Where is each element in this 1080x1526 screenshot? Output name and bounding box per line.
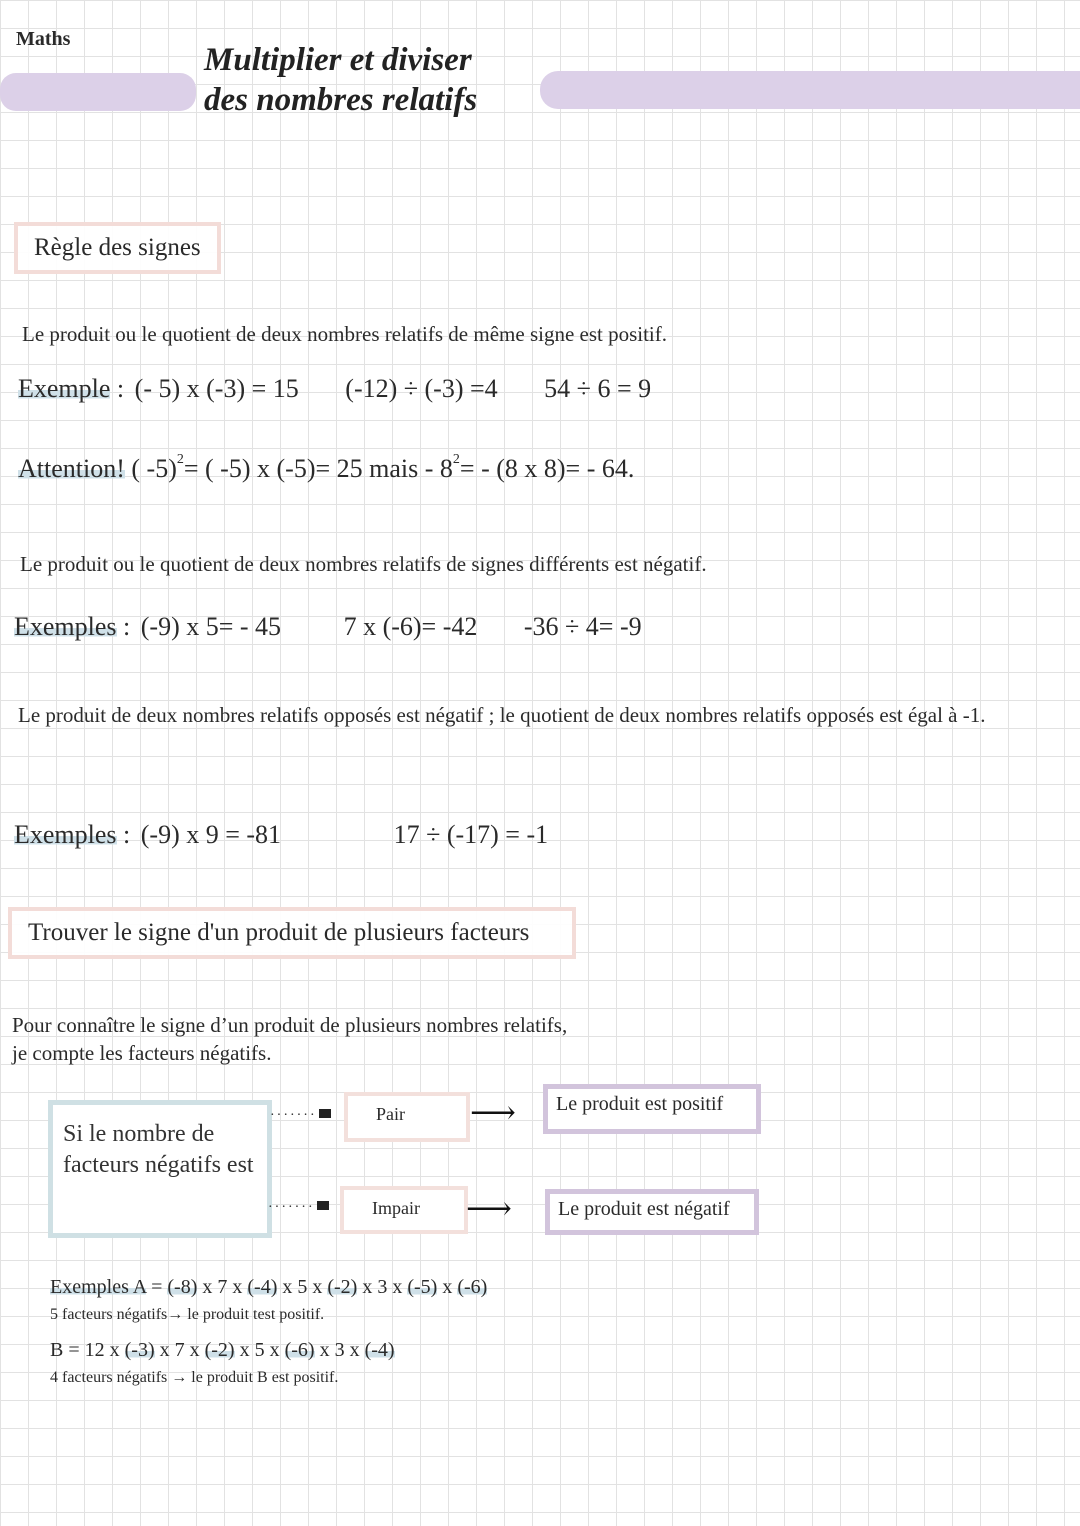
rule-different-sign: Le produit ou le quotient de deux nombres relatifs de signes différents est négatif. — [20, 552, 707, 576]
result-positive-label: Le produit est positif — [556, 1093, 724, 1115]
arrow-right-icon: ⟶ — [470, 1094, 516, 1130]
example-b-note: 4 facteurs négatifs → le produit B est positif. — [50, 1369, 339, 1386]
section-title-product-sign: Trouver le signe d'un produit de plusieurs facteurs — [8, 907, 576, 959]
example-1: (- 5) x (-3) = 15 — [134, 374, 299, 403]
example-2: (-12) ÷ (-3) =4 — [345, 374, 498, 403]
page-title — [204, 40, 477, 120]
examples-opposite-row: Exemples : (-9) x 9 = -81 17 ÷ (-17) = -1 — [14, 820, 549, 849]
arrow-right-icon: ⟶ — [466, 1190, 512, 1226]
attention-row: Attention! ( -5)$^2$= ( -5) x (-5)= 25 mais - $8^2= - (8$ x 8)= - 64. — [18, 452, 635, 483]
title-line-2: des nombres relatifs — [204, 82, 478, 118]
result-negative-label: Le produit est négatif — [558, 1198, 730, 1220]
attention-label: Attention! — [18, 454, 125, 483]
case-even-label: Pair — [376, 1104, 405, 1124]
opp-example-1: (-9) x 9 = -81 — [140, 820, 282, 849]
examples-different-sign-row: Exemples : (-9) x 5= - 45 7 x (-6)= -42 -36 ÷ 4= -9 — [14, 612, 642, 641]
section-title-sign-rules: Règle des signes — [14, 222, 221, 274]
example-3: 54 ÷ 6 = 9 — [544, 374, 652, 403]
example-label: Exemple — [18, 374, 111, 403]
case-odd-label: Impair — [372, 1198, 420, 1218]
example-b-row: B = 12 x (-3) x 7 x (-2) x 5 x (-6) x 3 x (-4) — [50, 1339, 395, 1361]
result-negative-box — [545, 1189, 759, 1235]
result-positive-box — [543, 1084, 761, 1134]
example-a-label: Exemples A — [50, 1276, 147, 1298]
examples-label: Exemples — [14, 612, 117, 641]
case-even-box — [344, 1092, 470, 1142]
dotted-connector-odd: ······· — [268, 1200, 329, 1216]
title-line-1: Multiplier et diviser — [204, 42, 472, 78]
title-band-left — [0, 73, 196, 111]
diff-example-2: 7 x (-6)= -42 — [343, 612, 478, 641]
diff-example-1: (-9) x 5= - 45 — [140, 612, 282, 641]
examples-label-opposite: Exemples — [14, 820, 117, 849]
example-a-note: 5 facteurs négatifs→ le produit test positif. — [50, 1306, 325, 1323]
opp-example-2: 17 ÷ (-17) = -1 — [393, 820, 549, 849]
example-a-row: Exemples A = (-8) x 7 x (-4) x 5 x (-2) x 3 x (-5) x (-6) — [50, 1276, 488, 1298]
subject-label: Maths — [16, 28, 71, 50]
case-odd-box — [340, 1186, 468, 1234]
rule-opposite: Le produit de deux nombres relatifs opposés est négatif ; le quotient de deux nombres relatifs opposés est égal à -1. — [18, 703, 986, 727]
rule-same-sign: Le produit ou le quotient de deux nombres relatifs de même signe est positif. — [22, 322, 668, 346]
intro-text: Pour connaître le signe d’un produit de plusieurs nombres relatifs, je compte les facteurs négatifs. — [12, 1013, 568, 1065]
condition-box: Si le nombre de facteurs négatifs est — [48, 1100, 272, 1238]
example-same-sign-row: Exemple : (- 5) x (-3) = 15 (-12) ÷ (-3) =4 54 ÷ 6 = 9 — [18, 374, 652, 403]
diff-example-3: -36 ÷ 4= -9 — [523, 612, 642, 641]
dotted-connector-even: ······· — [270, 1108, 331, 1124]
title-band-right — [540, 71, 1080, 109]
